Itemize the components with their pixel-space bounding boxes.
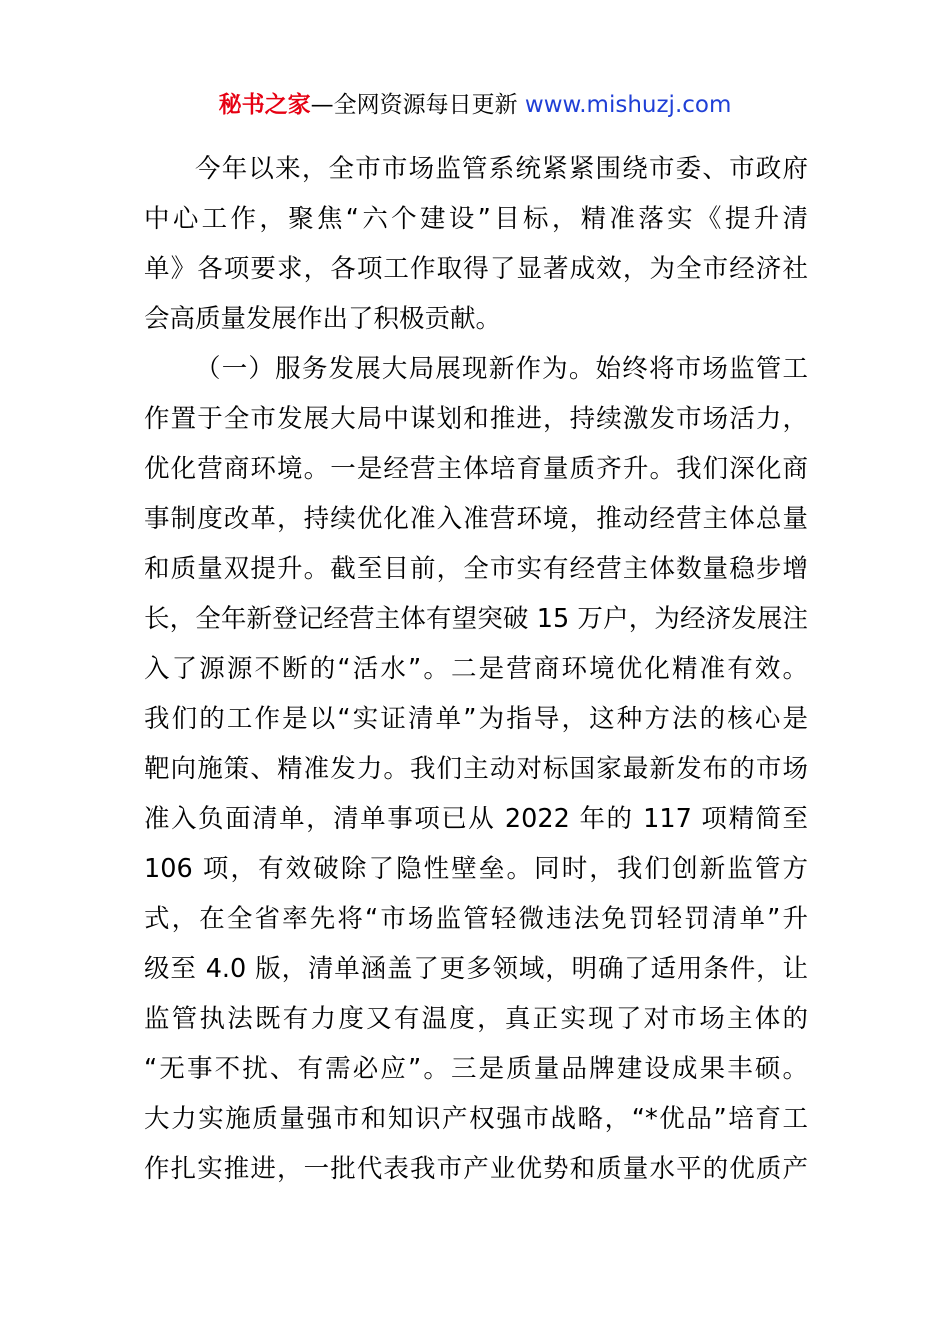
paragraph-1 xyxy=(144,144,808,344)
text-line: 作置于全市发展大局中谋划和推进，持续激发市场活力， xyxy=(144,404,808,434)
text-line: 我们的工作是以“实证清单”为指导，这种方法的核心是 xyxy=(144,704,808,734)
site-brand: 秘书之家 xyxy=(218,92,311,118)
text-line: 式，在全省率先将“市场监管轻微违法免罚轻罚清单”升 xyxy=(144,904,808,934)
text-line: 今年以来，全市市场监管系统紧紧围绕市委、市政府 xyxy=(195,154,808,184)
text-line: 大力实施质量强市和知识产权强市战略，“*优品”培育工 xyxy=(144,1104,808,1134)
text-line: 作扎实推进，一批代表我市产业优势和质量水平的优质产 xyxy=(144,1154,808,1184)
text-line: 长，全年新登记经营主体有望突破 15 万户，为经济发展注 xyxy=(144,604,808,634)
paragraph-2 xyxy=(144,344,808,1194)
site-url[interactable]: www.mishuzj.com xyxy=(524,92,732,118)
text-line: 靶向施策、精准发力。我们主动对标国家最新发布的市场 xyxy=(144,754,808,784)
text-line: 会高质量发展作出了积极贡献。 xyxy=(144,304,502,334)
text-line: 单》各项要求，各项工作取得了显著成效，为全市经济社 xyxy=(144,254,808,284)
text-line: （一）服务发展大局展现新作为。始终将市场监管工 xyxy=(195,354,808,384)
text-line: 106 项，有效破除了隐性壁垒。同时，我们创新监管方 xyxy=(144,854,808,884)
text-line: 级至 4.0 版，清单涵盖了更多领域，明确了适用条件，让 xyxy=(144,954,808,984)
text-line: 事制度改革，持续优化准入准营环境，推动经营主体总量 xyxy=(144,504,808,534)
text-line: 准入负面清单，清单事项已从 2022 年的 117 项精简至 xyxy=(144,804,808,834)
text-line: 入了源源不断的“活水”。二是营商环境优化精准有效。 xyxy=(144,654,808,684)
text-line: 优化营商环境。一是经营主体培育量质齐升。我们深化商 xyxy=(144,454,808,484)
site-header xyxy=(0,88,950,122)
site-tagline: —全网资源每日更新 xyxy=(310,92,525,118)
text-line: 中心工作，聚焦“六个建设”目标，精准落实《提升清 xyxy=(144,204,808,234)
text-line: “无事不扰、有需必应”。三是质量品牌建设成果丰硕。 xyxy=(144,1054,808,1084)
text-line: 和质量双提升。截至目前，全市实有经营主体数量稳步增 xyxy=(144,554,808,584)
text-line: 监管执法既有力度又有温度，真正实现了对市场主体的 xyxy=(144,1004,808,1034)
document-body xyxy=(144,144,808,1194)
